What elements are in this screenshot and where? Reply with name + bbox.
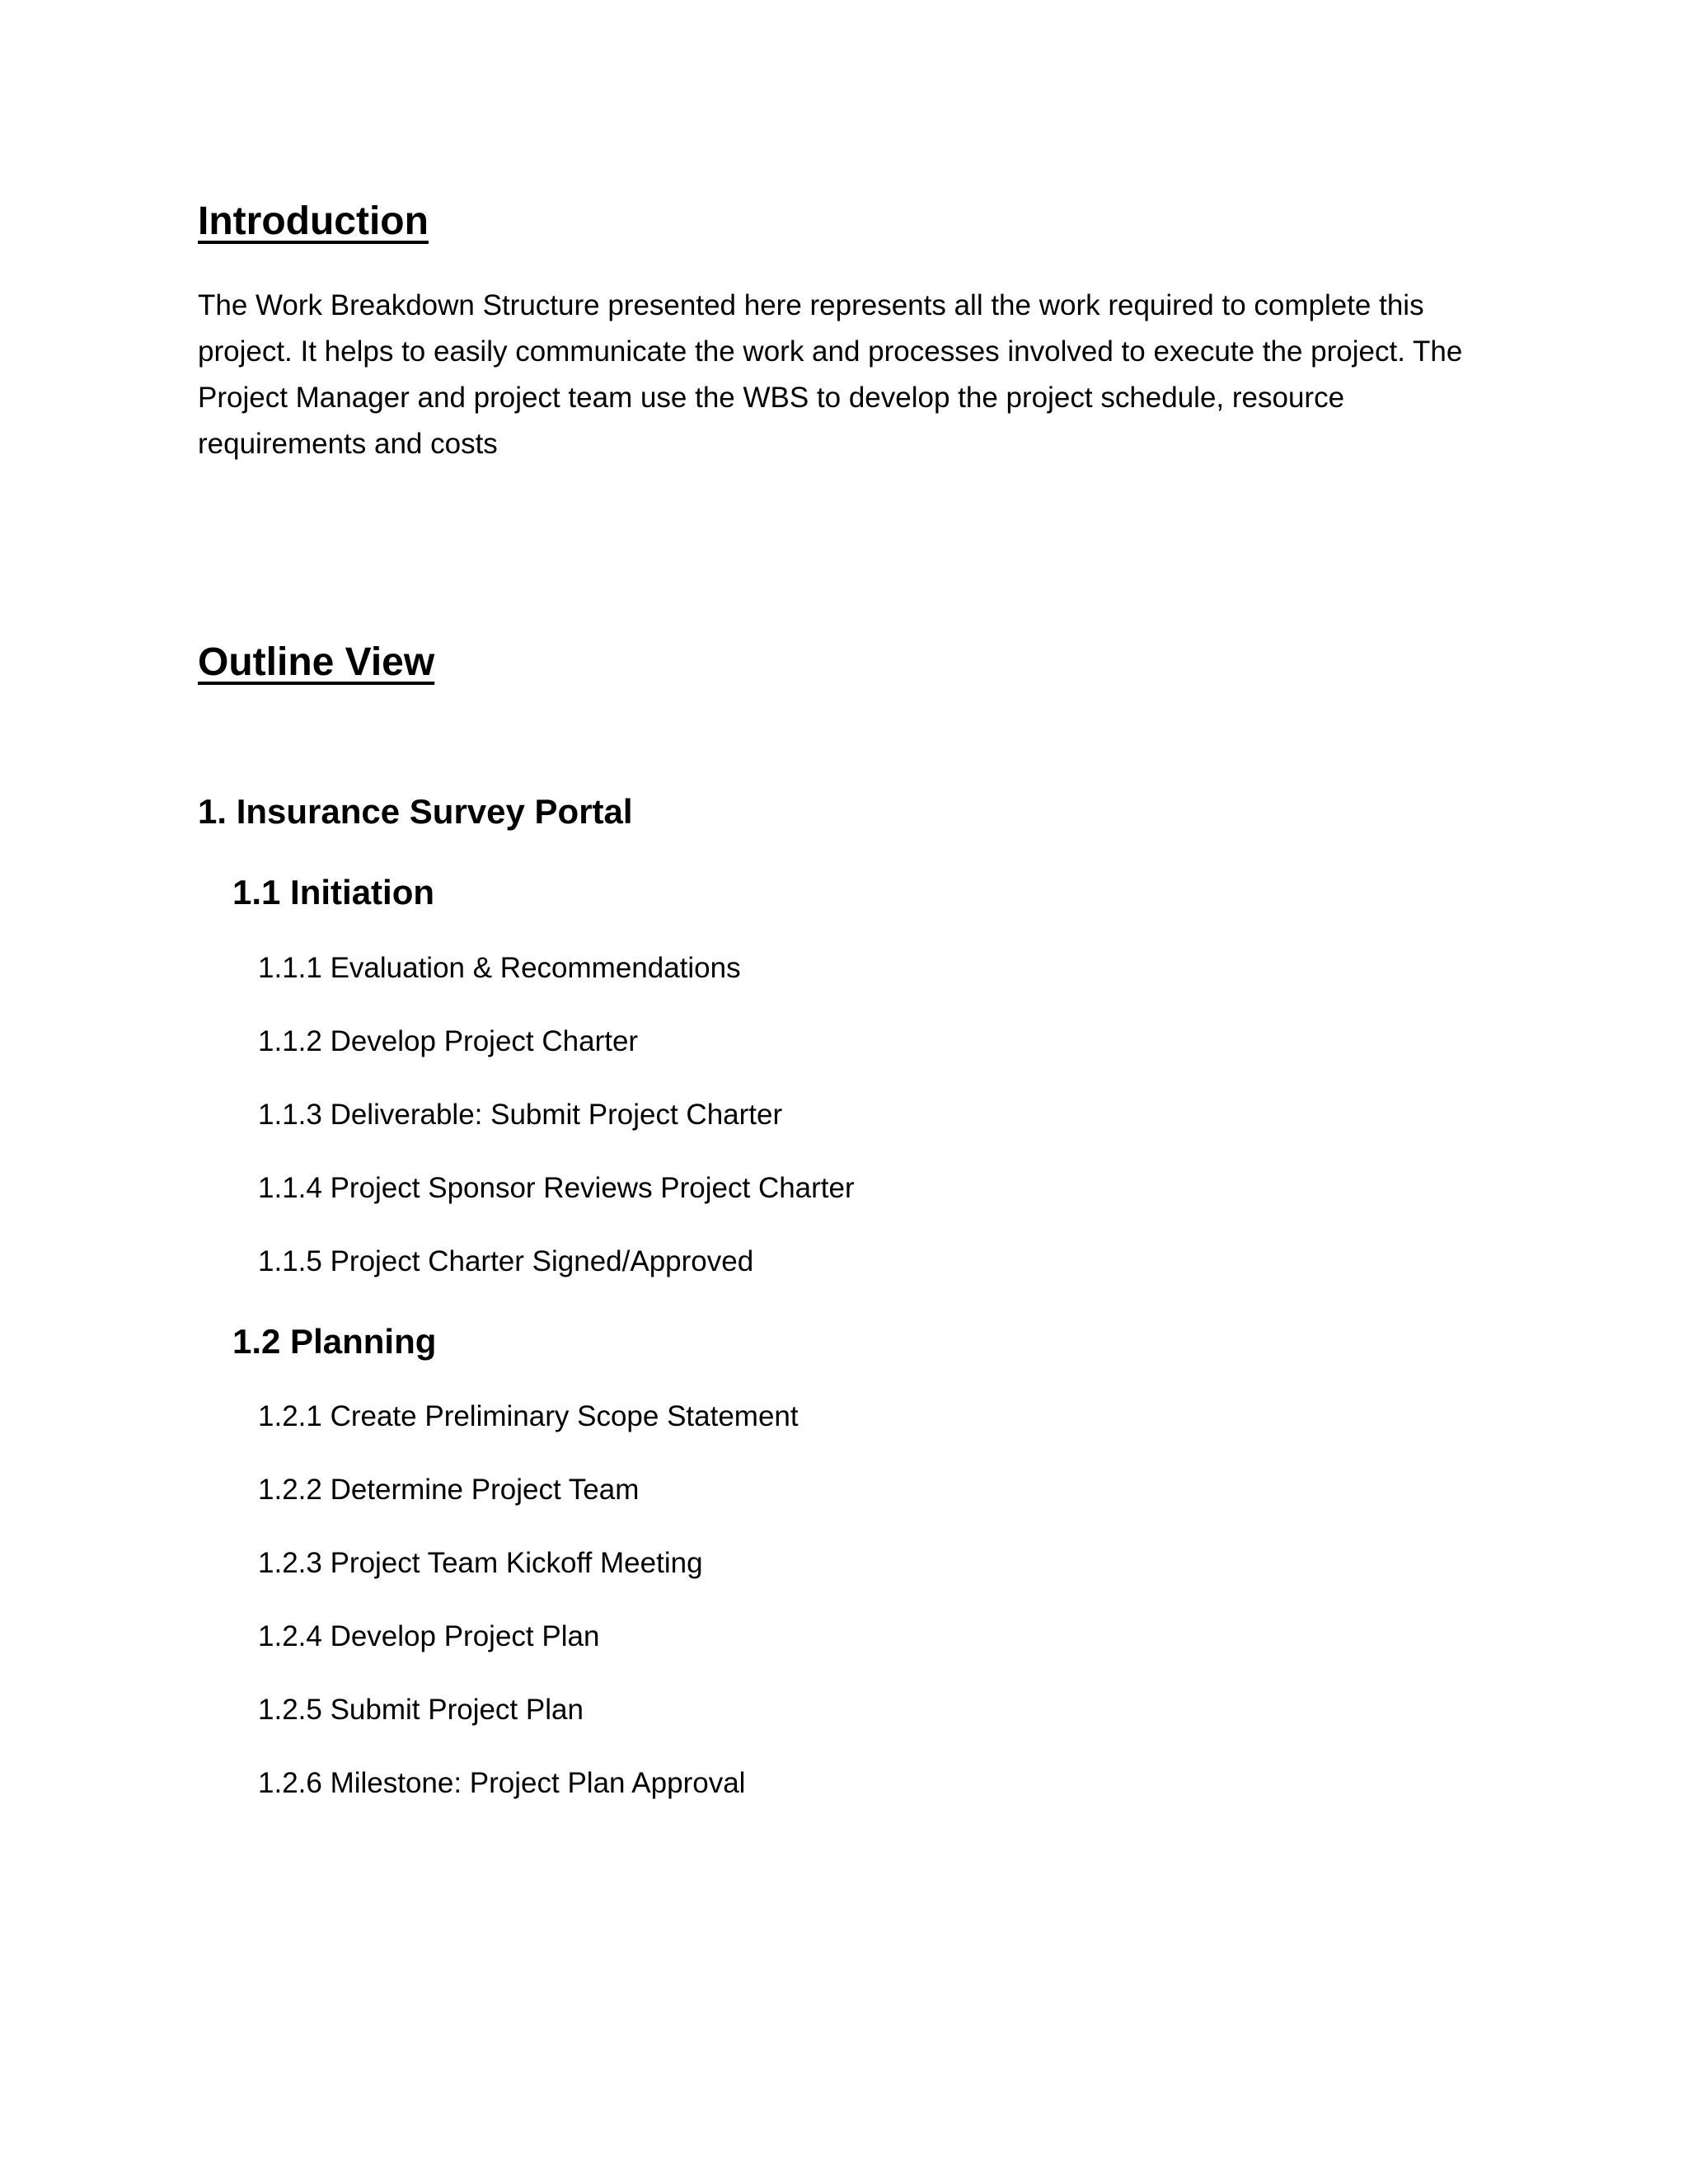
introduction-heading: Introduction [198, 199, 429, 243]
wbs-task-item: 1.1.3 Deliverable: Submit Project Charter [258, 1099, 783, 1131]
wbs-task-item: 1.1.1 Evaluation & Recommendations [258, 952, 741, 984]
wbs-task-item: 1.1.4 Project Sponsor Reviews Project Charter [258, 1172, 855, 1204]
wbs-phase-initiation: 1.1 Initiation [232, 873, 435, 912]
wbs-phase-planning: 1.2 Planning [232, 1322, 437, 1361]
wbs-root-item: 1. Insurance Survey Portal [198, 792, 633, 831]
wbs-task-item: 1.2.6 Milestone: Project Plan Approval [258, 1767, 746, 1799]
wbs-task-item: 1.2.3 Project Team Kickoff Meeting [258, 1547, 703, 1579]
wbs-task-item: 1.2.5 Submit Project Plan [258, 1694, 584, 1726]
wbs-task-item: 1.2.1 Create Preliminary Scope Statement [258, 1400, 799, 1432]
outline-view-heading: Outline View [198, 640, 435, 684]
wbs-task-item: 1.2.2 Determine Project Team [258, 1474, 640, 1506]
wbs-task-item: 1.2.4 Develop Project Plan [258, 1620, 600, 1652]
wbs-task-item: 1.1.5 Project Charter Signed/Approved [258, 1245, 754, 1277]
wbs-task-item: 1.1.2 Develop Project Charter [258, 1025, 639, 1057]
introduction-paragraph: The Work Breakdown Structure presented here represents all the work required to complete this project. It helps to easily communicate the work and processes involved to execute the project. The Project Manager and project team use the WBS to develop the project schedule, resource requirements and costs [198, 289, 1463, 460]
